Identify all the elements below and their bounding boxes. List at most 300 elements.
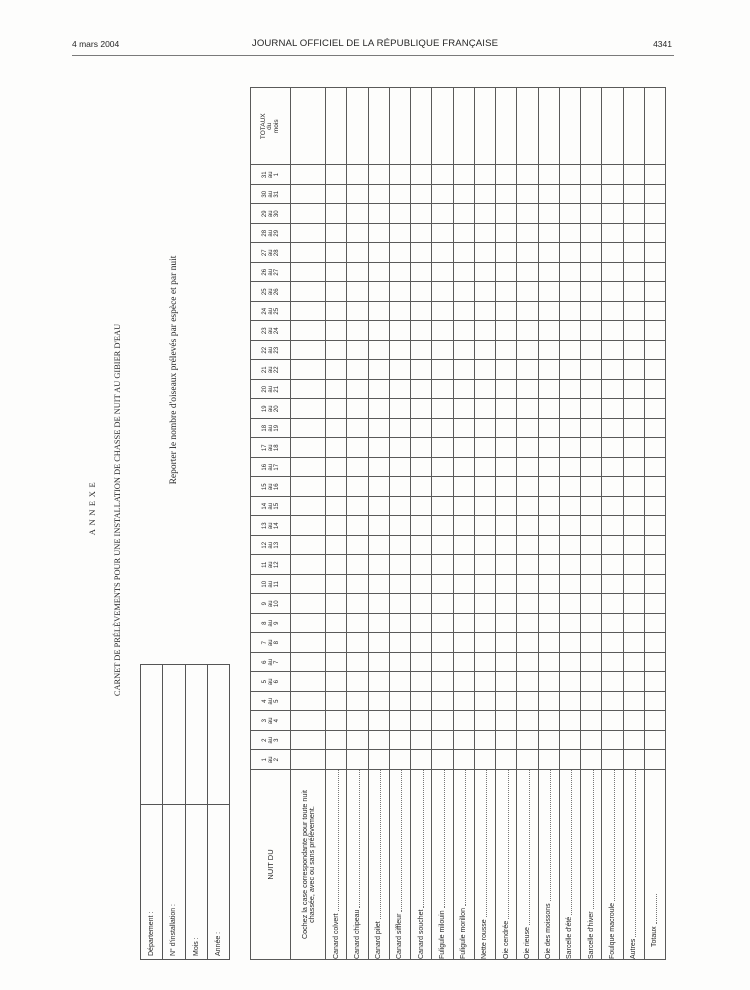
day-header-line: 25	[261, 288, 268, 296]
grid-cell	[602, 419, 623, 439]
totals-cell	[474, 88, 495, 166]
grid-cell	[581, 419, 602, 439]
day-header-line: au	[267, 717, 274, 725]
grid-cell	[538, 536, 559, 556]
day-column-header	[251, 185, 291, 205]
grid-cell	[291, 653, 326, 673]
species-row-label	[432, 770, 453, 960]
label-wrap	[630, 770, 637, 959]
info-body	[141, 665, 230, 960]
grid-cell	[644, 458, 665, 478]
grid-cell	[389, 672, 410, 692]
row-label-text: Canard pilet	[375, 921, 383, 959]
grid-cell	[368, 497, 389, 517]
grid-cell	[291, 263, 326, 283]
day-column-header	[251, 594, 291, 614]
grid-cell	[623, 458, 644, 478]
grid-cell	[517, 750, 538, 770]
species-row	[474, 88, 495, 960]
row-label-text: Oie cendrée	[502, 920, 510, 959]
grid-cell	[347, 672, 368, 692]
grid-cell	[559, 282, 580, 302]
grid-cell	[291, 204, 326, 224]
day-column-header	[251, 692, 291, 712]
grid-cell	[581, 653, 602, 673]
species-row	[538, 88, 559, 960]
grid-cell	[559, 750, 580, 770]
grid-cell	[389, 711, 410, 731]
day-column-header	[251, 243, 291, 263]
totals-cell	[496, 88, 517, 166]
grid-cell	[291, 341, 326, 361]
day-column-header	[251, 633, 291, 653]
day-header-line: au	[267, 658, 274, 666]
grid-cell	[644, 711, 665, 731]
grid-cell	[368, 204, 389, 224]
grid-cell	[326, 692, 347, 712]
grid-cell	[538, 380, 559, 400]
day-header-line: 3	[261, 719, 268, 723]
totals-header-line: mois	[272, 119, 280, 134]
day-header-line: 17	[261, 444, 268, 452]
dotted-leader	[593, 770, 594, 909]
grid-cell	[623, 380, 644, 400]
label-wrap	[396, 770, 403, 959]
check-row	[291, 88, 326, 960]
grid-cell	[496, 360, 517, 380]
species-row	[623, 88, 644, 960]
grid-cell	[474, 341, 495, 361]
dotted-leader	[465, 770, 466, 906]
grid-cell	[602, 575, 623, 595]
day-header-line: 12	[273, 561, 280, 569]
species-row	[368, 88, 389, 960]
grid-cell	[644, 243, 665, 263]
grid-cell	[453, 458, 474, 478]
grid-cell	[517, 399, 538, 419]
dotted-leader	[550, 770, 551, 901]
grid-cell	[581, 341, 602, 361]
grid-cell	[644, 653, 665, 673]
grid-cell	[517, 185, 538, 205]
grid-cell	[291, 321, 326, 341]
grid-cell	[581, 750, 602, 770]
grid-cell	[432, 555, 453, 575]
grid-cell	[389, 165, 410, 185]
grid-cell	[389, 419, 410, 439]
grid-cell	[474, 536, 495, 556]
row-label-text: Oie rieuse	[523, 927, 531, 959]
grid-cell	[602, 165, 623, 185]
grid-cell	[368, 633, 389, 653]
grid-cell	[326, 321, 347, 341]
dotted-leader	[423, 770, 424, 908]
grid-cell	[538, 477, 559, 497]
day-header-line: 21	[261, 366, 268, 374]
day-header-line: 28	[261, 229, 268, 237]
grid-cell	[474, 555, 495, 575]
grid-cell	[474, 360, 495, 380]
row-label-text: Nette rousse	[481, 919, 489, 959]
grid-cell	[453, 692, 474, 712]
day-header-line: 22	[273, 366, 280, 374]
day-header-line: au	[267, 424, 274, 432]
grid-cell	[326, 711, 347, 731]
day-column-header	[251, 360, 291, 380]
grid-cell	[644, 594, 665, 614]
grid-cell	[644, 263, 665, 283]
day-header-line: 27	[273, 268, 280, 276]
grid-cell	[474, 614, 495, 634]
grid-cell	[623, 341, 644, 361]
day-column-header	[251, 341, 291, 361]
day-header-line: 31	[261, 171, 268, 179]
grid-cell	[411, 224, 432, 244]
grid-cell	[368, 263, 389, 283]
grid-cell	[644, 321, 665, 341]
day-header-line: au	[267, 502, 274, 510]
day-header-line: 19	[273, 424, 280, 432]
grid-cell	[411, 302, 432, 322]
grid-cell	[291, 750, 326, 770]
grid-cell	[559, 458, 580, 478]
grid-cell	[496, 380, 517, 400]
info-label: N° d'installation :	[163, 805, 185, 960]
grid-cell	[581, 360, 602, 380]
grid-cell	[347, 399, 368, 419]
form-title: CARNET DE PRÉLÈVEMENTS POUR UNE INSTALLATION DE CHASSE DE NUIT AU GIBIER D'EAU	[113, 323, 122, 697]
grid-cell	[559, 536, 580, 556]
grid-cell	[453, 438, 474, 458]
day-header-line: 13	[261, 522, 268, 530]
grid-cell	[644, 341, 665, 361]
day-header-line: 16	[261, 463, 268, 471]
grid-cell	[538, 672, 559, 692]
grid-cell	[326, 302, 347, 322]
day-header-line: 29	[261, 210, 268, 218]
day-column-header	[251, 321, 291, 341]
grid-cell	[559, 185, 580, 205]
grid-cell	[496, 477, 517, 497]
grid-cell	[602, 282, 623, 302]
grid-cell	[368, 321, 389, 341]
grid-cell	[474, 321, 495, 341]
grid-cell	[474, 672, 495, 692]
day-header-line: 30	[261, 190, 268, 198]
grid-cell	[559, 165, 580, 185]
day-column-header	[251, 458, 291, 478]
info-box	[140, 664, 230, 960]
grid-cell	[347, 360, 368, 380]
grid-cell	[559, 438, 580, 458]
grid-cell	[326, 380, 347, 400]
grid-cell	[474, 224, 495, 244]
grid-cell	[517, 360, 538, 380]
grid-cell	[496, 185, 517, 205]
grid-cell	[326, 477, 347, 497]
grid-cell	[623, 185, 644, 205]
grid-cell	[581, 555, 602, 575]
grid-cell	[411, 750, 432, 770]
grid-cell	[623, 711, 644, 731]
grid-cell	[326, 614, 347, 634]
grid-cell	[559, 711, 580, 731]
grid-cell	[411, 614, 432, 634]
grid-cell	[291, 594, 326, 614]
grid-cell	[559, 672, 580, 692]
grid-cell	[474, 185, 495, 205]
dotted-leader	[614, 770, 615, 901]
table-header-row	[251, 88, 291, 960]
grid-cell	[602, 536, 623, 556]
grid-cell	[602, 555, 623, 575]
row-label-text: Autres	[630, 938, 638, 959]
grid-cell	[474, 497, 495, 517]
grid-cell	[326, 341, 347, 361]
day-column-header	[251, 575, 291, 595]
grid-cell	[389, 399, 410, 419]
day-header-line: 20	[273, 405, 280, 413]
grid-cell	[517, 555, 538, 575]
grid-cell	[411, 419, 432, 439]
grid-cell	[496, 302, 517, 322]
day-header-line: 4	[273, 719, 280, 723]
grid-cell	[496, 692, 517, 712]
grid-cell	[474, 750, 495, 770]
day-header-line: au	[267, 210, 274, 218]
day-header-line: au	[267, 288, 274, 296]
grid-cell	[623, 438, 644, 458]
row-label-text: Canard siffleur	[396, 913, 404, 959]
grid-cell	[581, 243, 602, 263]
grid-cell	[347, 419, 368, 439]
grid-cell	[326, 653, 347, 673]
grid-cell	[326, 399, 347, 419]
grid-cell	[432, 594, 453, 614]
grid-cell	[389, 243, 410, 263]
grid-cell	[644, 204, 665, 224]
grid-cell	[368, 185, 389, 205]
grid-cell	[347, 692, 368, 712]
grid-cell	[453, 243, 474, 263]
grid-cell	[411, 477, 432, 497]
day-header-line: au	[267, 541, 274, 549]
label-wrap	[545, 770, 552, 959]
grid-cell	[623, 321, 644, 341]
grid-cell	[517, 575, 538, 595]
species-row-label	[411, 770, 432, 960]
grid-cell	[368, 516, 389, 536]
totals-cell	[389, 88, 410, 166]
row-label-text: Sarcelle d'été	[566, 916, 574, 959]
grid-cell	[389, 263, 410, 283]
grid-cell	[559, 653, 580, 673]
day-header-line: 5	[261, 680, 268, 684]
grid-cell	[559, 263, 580, 283]
grid-cell	[347, 711, 368, 731]
grid-cell	[602, 692, 623, 712]
grid-cell	[368, 282, 389, 302]
day-header-line: 2	[273, 758, 280, 762]
grid-cell	[453, 477, 474, 497]
grid-cell	[291, 516, 326, 536]
info-row-installation	[163, 665, 185, 960]
grid-cell	[623, 282, 644, 302]
grid-cell	[496, 614, 517, 634]
grid-cell	[581, 516, 602, 536]
grid-cell	[602, 341, 623, 361]
day-header-line: 26	[261, 268, 268, 276]
day-header-line: 7	[273, 660, 280, 664]
day-header-line: 19	[261, 405, 268, 413]
grid-cell	[368, 341, 389, 361]
grid-cell	[559, 204, 580, 224]
grid-cell	[411, 594, 432, 614]
grid-cell	[623, 204, 644, 224]
grid-cell	[411, 321, 432, 341]
grid-cell	[623, 360, 644, 380]
totals-cell	[581, 88, 602, 166]
grid-cell	[474, 594, 495, 614]
grid-cell	[291, 165, 326, 185]
grid-cell	[538, 633, 559, 653]
row-label-text: Totaux	[651, 926, 659, 947]
grid-cell	[581, 302, 602, 322]
grid-cell	[517, 614, 538, 634]
grid-cell	[474, 204, 495, 224]
label-wrap	[651, 770, 658, 959]
grid-cell	[453, 302, 474, 322]
grid-cell	[602, 750, 623, 770]
grid-cell	[432, 282, 453, 302]
grid-cell	[453, 516, 474, 536]
label-wrap	[460, 770, 467, 959]
day-header-line: au	[267, 405, 274, 413]
grid-cell	[368, 594, 389, 614]
label-wrap	[503, 770, 510, 959]
grid-cell	[432, 360, 453, 380]
species-row-label	[538, 770, 559, 960]
grid-cell	[347, 575, 368, 595]
grid-cell	[389, 497, 410, 517]
grid-cell	[538, 575, 559, 595]
label-wrap	[609, 770, 616, 959]
grid-cell	[474, 692, 495, 712]
instructions: Reporter le nombre d'oiseaux prélevés par espèce et par nuit	[169, 255, 179, 485]
day-header-line: au	[267, 678, 274, 686]
day-column-header	[251, 516, 291, 536]
grid-cell	[326, 516, 347, 536]
grid-cell	[581, 204, 602, 224]
grid-cell	[517, 438, 538, 458]
grid-cell	[411, 185, 432, 205]
totals-cell	[517, 88, 538, 166]
dotted-leader	[656, 894, 657, 924]
grid-cell	[474, 653, 495, 673]
grid-cell	[326, 165, 347, 185]
grid-cell	[538, 243, 559, 263]
grid-cell	[496, 438, 517, 458]
grid-cell	[474, 516, 495, 536]
grid-cell	[474, 731, 495, 751]
day-header-line: 30	[273, 210, 280, 218]
grid-cell	[538, 731, 559, 751]
grid-cell	[602, 185, 623, 205]
grid-cell	[453, 672, 474, 692]
grid-cell	[517, 536, 538, 556]
grid-cell	[474, 263, 495, 283]
grid-cell	[389, 477, 410, 497]
grid-cell	[517, 224, 538, 244]
grid-cell	[389, 458, 410, 478]
grid-cell	[291, 497, 326, 517]
grid-cell	[453, 555, 474, 575]
dotted-leader	[635, 770, 636, 937]
species-row-label	[326, 770, 347, 960]
grid-cell	[432, 575, 453, 595]
species-row-label	[496, 770, 517, 960]
grid-cell	[623, 536, 644, 556]
day-header-line: 12	[261, 541, 268, 549]
day-header-line: 27	[261, 249, 268, 257]
label-wrap	[418, 770, 425, 959]
grid-cell	[496, 399, 517, 419]
grid-cell	[326, 731, 347, 751]
grid-cell	[559, 731, 580, 751]
grid-cell	[538, 360, 559, 380]
dotted-leader	[571, 770, 572, 915]
grid-cell	[368, 555, 389, 575]
grid-cell	[389, 204, 410, 224]
grid-cell	[538, 614, 559, 634]
row-label-text: Oie des moissons	[545, 903, 553, 959]
grid-cell	[432, 458, 453, 478]
grid-cell	[389, 692, 410, 712]
grid-cell	[623, 594, 644, 614]
grid-cell	[581, 711, 602, 731]
species-row-label	[602, 770, 623, 960]
grid-cell	[432, 185, 453, 205]
grid-cell	[347, 477, 368, 497]
day-header-line: 8	[261, 621, 268, 625]
day-header-line: 1	[273, 173, 280, 177]
totals-column-header	[251, 88, 291, 166]
day-header-line: 18	[261, 424, 268, 432]
grid-cell	[602, 653, 623, 673]
grid-cell	[602, 458, 623, 478]
grid-cell	[644, 438, 665, 458]
grid-cell	[623, 731, 644, 751]
grid-cell	[411, 516, 432, 536]
grid-cell	[368, 224, 389, 244]
grid-cell	[559, 633, 580, 653]
species-row	[581, 88, 602, 960]
grid-cell	[602, 594, 623, 614]
grid-cell	[581, 185, 602, 205]
grid-cell	[602, 399, 623, 419]
grid-cell	[389, 302, 410, 322]
grid-cell	[517, 419, 538, 439]
grid-cell	[347, 321, 368, 341]
grid-cell	[347, 458, 368, 478]
day-header-line: 21	[273, 385, 280, 393]
day-header-line: 1	[261, 758, 268, 762]
day-header-line: 14	[261, 502, 268, 510]
grid-cell	[291, 711, 326, 731]
grid-cell	[581, 224, 602, 244]
species-row	[453, 88, 474, 960]
grid-cell	[644, 399, 665, 419]
